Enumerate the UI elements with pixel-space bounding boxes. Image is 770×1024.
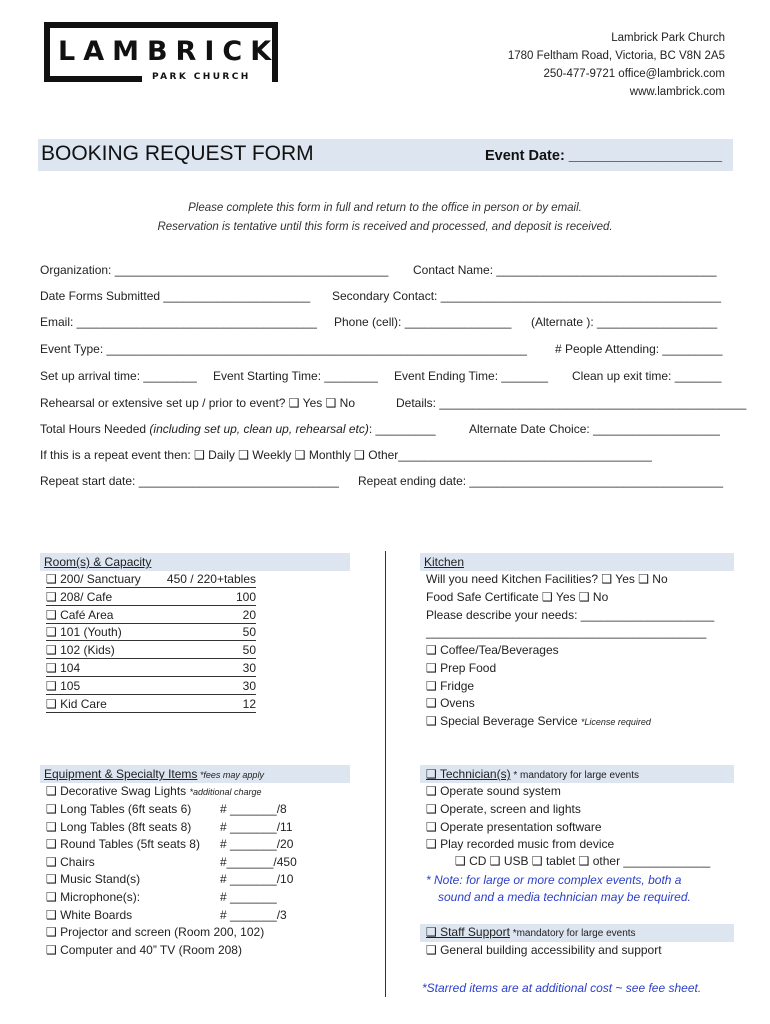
room-name: ❑ 102 (Kids) (46, 643, 115, 658)
equipment-quantity[interactable]: # _______/10 (220, 872, 294, 887)
repeat-event-options[interactable]: If this is a repeat event then: ❑ Daily ❑ Weekly ❑ Monthly ❑ Other______________________________________ (40, 448, 652, 462)
equipment-quantity[interactable]: # _______/8 (220, 802, 287, 816)
room-row[interactable] (46, 643, 256, 659)
kitchen-heading-band (420, 553, 734, 571)
email-field[interactable]: Email: ____________________________________ (40, 315, 317, 329)
logo-subtitle: PARK CHURCH (152, 72, 251, 82)
room-row[interactable] (46, 572, 256, 588)
equipment-quantity[interactable]: #_______/450 (220, 854, 297, 869)
event-date-field[interactable]: Event Date: ___________________ (485, 148, 723, 164)
media-options[interactable]: ❑ CD ❑ USB ❑ tablet ❑ other _____________ (455, 854, 711, 868)
technician-option[interactable]: ❑ Operate, screen and lights (426, 801, 581, 816)
room-row[interactable] (46, 679, 256, 695)
date-forms-submitted-field[interactable]: Date Forms Submitted ______________________ (40, 289, 311, 303)
equipment-quantity[interactable]: # _______ (220, 890, 277, 904)
alternate-date-field[interactable]: Alternate Date Choice: ___________________ (469, 422, 720, 436)
room-name: ❑ Café Area (46, 607, 114, 622)
logo-name: LAMBRICK (58, 36, 280, 67)
address-line-2: 1780 Feltham Road, Victoria, BC V8N 2A5 (507, 50, 725, 62)
room-name: ❑ Kid Care (46, 696, 107, 711)
room-capacity: 20 (242, 607, 256, 622)
equipment-item[interactable]: ❑ Long Tables (6ft seats 6) (46, 802, 192, 816)
event-start-field[interactable]: Event Starting Time: ________ (213, 369, 378, 383)
intro-line-2: Reservation is tentative until this form is received and processed, and deposit is received. (157, 221, 613, 233)
column-divider (385, 551, 386, 997)
staff-support-note: *mandatory for large events (509, 928, 636, 939)
equipment-item[interactable]: ❑ Music Stand(s) (46, 872, 141, 887)
church-address (508, 29, 725, 101)
total-hours-blank: : _________ (368, 422, 436, 436)
total-hours-field[interactable] (40, 422, 436, 436)
secondary-contact-field[interactable]: Secondary Contact: __________________________________________ (332, 289, 722, 303)
repeat-start-field[interactable]: Repeat start date: ______________________________ (40, 474, 339, 488)
food-safe-question[interactable]: Food Safe Certificate ❑ Yes ❑ No (426, 590, 609, 604)
special-beverage-checkbox[interactable] (426, 714, 651, 728)
room-name: ❑ 208/ Cafe (46, 589, 113, 604)
equipment-heading (44, 767, 264, 781)
room-capacity: 100 (235, 589, 256, 604)
event-end-field[interactable]: Event Ending Time: _______ (394, 369, 549, 383)
room-capacity: 50 (242, 625, 256, 640)
kitchen-heading: Kitchen (424, 555, 465, 569)
kitchen-option[interactable]: ❑ Fridge (426, 678, 475, 693)
setup-arrival-field[interactable]: Set up arrival time: ________ (40, 369, 197, 383)
building-support-checkbox[interactable]: ❑ General building accessibility and support (426, 943, 662, 957)
equipment-quantity[interactable]: # _______/20 (220, 837, 294, 852)
staff-support-heading[interactable] (426, 925, 636, 939)
equipment-item[interactable]: ❑ Microphone(s): (46, 890, 141, 904)
equipment-quantity[interactable]: # _______/3 (220, 907, 287, 922)
people-attending-field[interactable]: # People Attending: _________ (555, 342, 723, 356)
organization-field[interactable]: Organization: _________________________________________ (40, 263, 389, 277)
staff-support-label: ❑ Staff Support (426, 925, 510, 939)
swag-lights-label: ❑ Decorative Swag Lights (46, 784, 190, 798)
room-row[interactable] (46, 590, 256, 606)
technician-note-line-1: * Note: for large or more complex events, both a (426, 873, 682, 887)
phone-cell-field[interactable]: Phone (cell): ________________ (334, 315, 512, 329)
room-name: ❑ 101 (Youth) (46, 625, 122, 640)
kitchen-option[interactable]: ❑ Coffee/Tea/Beverages (426, 643, 559, 657)
room-name: ❑ 200/ Sanctuary (46, 572, 141, 586)
equipment-item[interactable]: ❑ Chairs (46, 854, 95, 869)
equipment-heading-label: Equipment & Specialty Items (44, 767, 198, 781)
special-beverage-note: *License required (580, 717, 651, 727)
room-name: ❑ 104 (46, 661, 81, 675)
equipment-heading-note: *fees may apply (197, 770, 264, 780)
rehearsal-question[interactable]: Rehearsal or extensive set up / prior to event? ❑ Yes ❑ No (40, 396, 356, 410)
address-line-4: www.lambrick.com (629, 86, 725, 98)
room-capacity: 30 (242, 661, 256, 675)
special-beverage-label: ❑ Special Beverage Service (426, 714, 581, 728)
technician-option[interactable]: ❑ Play recorded music from device (426, 837, 615, 852)
address-line-1: Lambrick Park Church (611, 32, 725, 44)
room-row[interactable] (46, 625, 256, 641)
room-row[interactable] (46, 608, 256, 624)
room-row[interactable] (46, 697, 256, 713)
footer-note: *Starred items are at additional cost ~ see fee sheet. (422, 981, 702, 995)
kitchen-needs-line[interactable]: __________________________________________ (426, 625, 707, 639)
form-title: BOOKING REQUEST FORM (41, 142, 314, 165)
swag-lights-note: *additional charge (189, 787, 262, 797)
equipment-item[interactable]: ❑ Long Tables (8ft seats 8) (46, 819, 192, 834)
swag-lights-checkbox[interactable] (46, 784, 262, 798)
equipment-item[interactable]: ❑ White Boards (46, 907, 133, 922)
technician-heading-label: ❑ Technician(s) (426, 767, 511, 781)
event-type-field[interactable]: Event Type: _______________________________________________________________ (40, 342, 527, 356)
kitchen-needs-field[interactable]: Please describe your needs: ____________________ (426, 608, 715, 622)
total-hours-note: (including set up, clean up, rehearsal etc) (149, 422, 369, 436)
address-line-3: 250-477-9721 office@lambrick.com (543, 68, 725, 80)
kitchen-option[interactable]: ❑ Ovens (426, 696, 475, 711)
room-capacity: 50 (242, 643, 256, 658)
room-row[interactable] (46, 661, 256, 677)
repeat-end-field[interactable]: Repeat ending date: ______________________________________ (358, 474, 724, 488)
technician-option[interactable]: ❑ Operate sound system (426, 784, 561, 798)
room-capacity: 12 (242, 696, 256, 711)
rooms-heading: Room(s) & Capacity (44, 555, 152, 569)
room-name: ❑ 105 (46, 678, 81, 693)
technician-option[interactable]: ❑ Operate presentation software (426, 819, 602, 834)
equipment-quantity[interactable]: # _______/11 (220, 819, 293, 834)
technician-note-line-2: sound and a media technician may be required. (438, 890, 691, 904)
computer-tv-checkbox[interactable]: ❑ Computer and 40” TV (Room 208) (46, 943, 242, 957)
details-field[interactable]: Details: ______________________________________________ (396, 396, 747, 410)
total-hours-label: Total Hours Needed (40, 422, 150, 436)
phone-alternate-field[interactable]: (Alternate ): __________________ (531, 315, 718, 329)
projector-checkbox[interactable]: ❑ Projector and screen (Room 200, 102) (46, 925, 265, 939)
equipment-item[interactable]: ❑ Round Tables (5ft seats 8) (46, 837, 200, 852)
kitchen-need-question[interactable]: Will you need Kitchen Facilities? ❑ Yes ❑ No (426, 572, 668, 586)
intro-line-1: Please complete this form in full and return to the office in person or by email. (188, 202, 582, 214)
technician-heading[interactable] (426, 767, 639, 781)
room-capacity: 450 / 220+tables (166, 572, 256, 586)
kitchen-option[interactable]: ❑ Prep Food (426, 660, 497, 675)
room-capacity: 30 (242, 678, 256, 693)
contact-name-field[interactable]: Contact Name: _________________________________ (413, 263, 717, 277)
technician-heading-note: * mandatory for large events (510, 770, 639, 781)
cleanup-exit-field[interactable]: Clean up exit time: _______ (572, 369, 722, 383)
